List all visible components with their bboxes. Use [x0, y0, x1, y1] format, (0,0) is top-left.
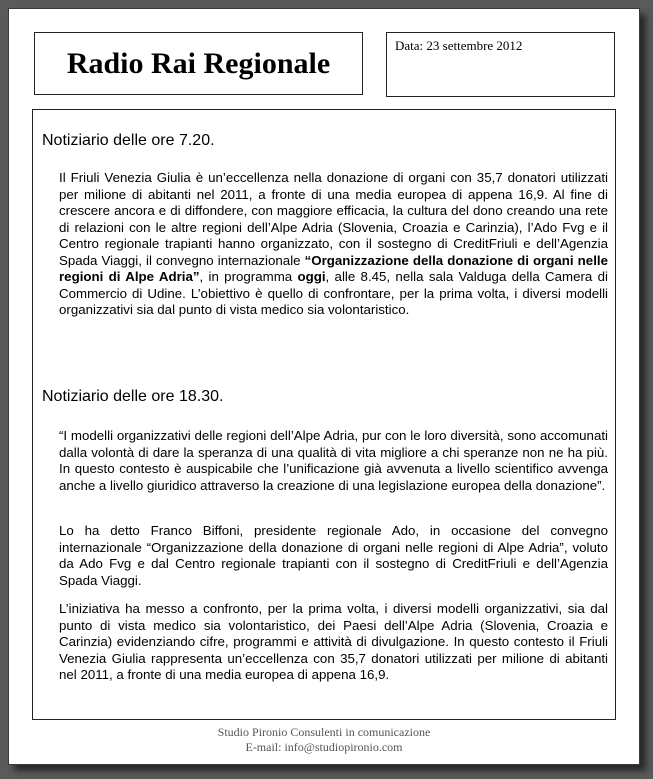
footer-company: Studio Pironio Consulenti in comunicazione	[217, 725, 431, 739]
date-box	[386, 32, 615, 97]
masthead-title-box	[34, 32, 363, 95]
news-content-box	[32, 109, 616, 720]
morning-paragraph	[59, 170, 608, 319]
section-title-evening: Notiziario delle ore 18.30.	[42, 388, 224, 405]
morning-paragraph-text-3: , alle 8.45, nella sala Valduga della Camera di Commercio di Udine. L’obiettivo è quello di confrontare, per la prima volta, i diversi modelli organizzativi sia dal punto di vista medico sia volontaristico.	[59, 269, 608, 317]
evening-paragraph-quote: “I modelli organizzativi delle regioni dell’Alpe Adria, pur con le loro diversità, sono accomunati dalla volontà di dare la speranza di una qualità di vita migliore a chi speranze non ne ha più. In questo contesto è auspicabile che l’unificazione già avvenuta a livello scientifico avvenga anche a livello giuridico attraverso la creazione di una legislazione europea della donazione”.	[59, 428, 608, 493]
footer-email: E-mail: info@studiopironio.com	[245, 740, 403, 754]
document-page	[8, 8, 640, 765]
section-title-morning: Notiziario delle ore 7.20.	[42, 132, 215, 149]
morning-paragraph-text-1: Il Friuli Venezia Giulia è un’eccellenza nella donazione di organi con 35,7 donatori utilizzati per milione di abitanti nel 2011, a fronte di una media europea di appena 16,9. Al fine di crescere ancora e di diffondere, con maggiore efficacia, la cultura del dono creando una rete di relazioni con le altre regioni dell’Alpe Adria (Slovenia, Croazia e Carinzia), l’Ado Fvg e il Centro regionale trapianti hanno organizzato, con il sostegno di CreditFriuli e dell’Agenzia Spada Viaggi, il convegno internazionale	[59, 170, 608, 268]
morning-paragraph-today: oggi	[297, 269, 326, 284]
morning-paragraph-conference-title: “Organizzazione della donazione di organi nelle regioni di Alpe Adria”	[59, 252, 608, 284]
masthead-title: Radio Rai Regionale	[66, 46, 331, 80]
evening-paragraph-speaker: Lo ha detto Franco Biffoni, presidente regionale Ado, in occasione del convegno internazionale “Organizzazione della donazione di organi nelle regioni di Alpe Adria”, voluto da Ado Fvg e dal Centro regionale trapianti con il sostegno di CreditFriuli e dell’Agenzia Spada Viaggi.	[59, 523, 608, 588]
date-line: Data: 23 settembre 2012	[395, 38, 523, 53]
evening-paragraph-initiative: L’iniziativa ha messo a confronto, per la prima volta, i diversi modelli organizzativi, sia dal punto di vista medico sia volontaristico, dei Paesi dell’Alpe Adria (Slovenia, Croazia e Carinzia) evidenziando cifre, programmi e attività di divulgazione. In questo contesto il Friuli Venezia Giulia rappresenta un’eccellenza con 35,7 donatori utilizzati per milione di abitanti nel 2011, a fronte di una media europea di appena 16,9.	[59, 601, 608, 682]
morning-paragraph-text-2: , in programma	[199, 269, 298, 284]
